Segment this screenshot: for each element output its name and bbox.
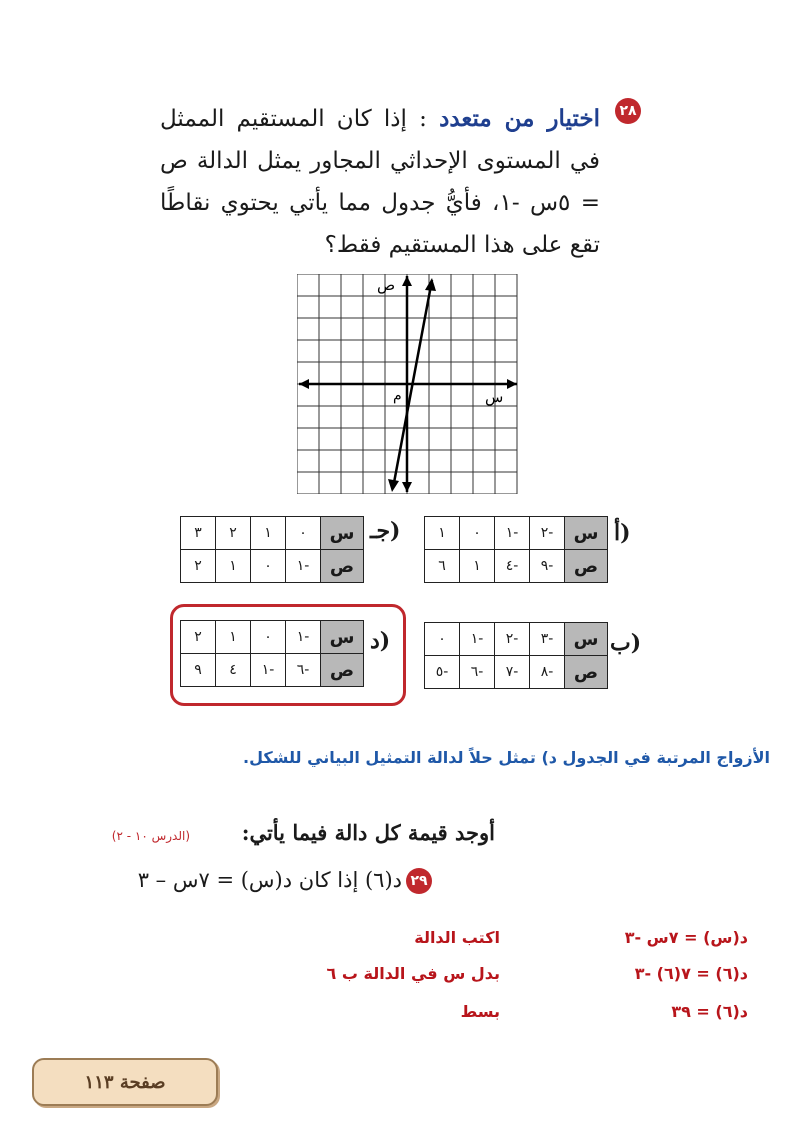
x-axis-arrow-left (299, 379, 309, 389)
x-axis-arrow-right (507, 379, 517, 389)
question-28-body: إذا كان المستقيم الممثل في المستوى الإحداثي المجاور يمثل الدالة ص = ٥س -١، فأيُّ جدول مما يأتي يحتوي نقاطًا تقع على هذا المستقيم فقط؟ (160, 106, 600, 258)
table-cell: ٠ (251, 621, 286, 654)
table-cell: ٠ (460, 517, 495, 550)
x-axis-label: س (485, 388, 504, 406)
table-cell: -٧ (495, 656, 530, 689)
question-28-number-badge: ٢٨ (615, 98, 641, 124)
table-row (181, 621, 364, 654)
x-header-cell: س (321, 621, 364, 654)
function-line-arrow-top (425, 278, 436, 291)
lesson-reference: (الدرس ١٠ - ٢) (111, 829, 190, 843)
page-number-label: صفحة ١١٣ (32, 1058, 218, 1106)
table-cell: ٦ (425, 550, 460, 583)
option-a-table (424, 516, 608, 583)
table-cell: -٢ (530, 517, 565, 550)
table-cell: ٠ (286, 517, 321, 550)
option-b-label: ب) (610, 630, 642, 656)
table-cell: ١ (216, 550, 251, 583)
question-29-number-badge: ٢٩ (406, 868, 432, 894)
table-cell: ٣ (181, 517, 216, 550)
function-line-arrow-bottom (388, 479, 399, 492)
table-cell: -٥ (425, 656, 460, 689)
table-cell: ٢ (181, 550, 216, 583)
y-header-cell: ص (565, 656, 608, 689)
table-cell: ١ (425, 517, 460, 550)
table-row (425, 623, 608, 656)
table-cell: -١ (286, 621, 321, 654)
option-c-table (180, 516, 364, 583)
table-row (181, 517, 364, 550)
table-cell: -٤ (495, 550, 530, 583)
question-29-text: د(٦) إذا كان د(س) = ٧س – ٣ (137, 868, 402, 892)
question-28-colon: : (419, 106, 427, 132)
x-header-cell: س (565, 517, 608, 550)
option-b-table (424, 622, 608, 689)
option-d-label: د) (370, 628, 391, 654)
table-cell: ٩ (181, 654, 216, 687)
y-header-cell: ص (321, 654, 364, 687)
y-axis-label: ص (377, 276, 396, 294)
x-header-cell: س (321, 517, 364, 550)
table-row (425, 656, 608, 689)
table-cell: -٢ (495, 623, 530, 656)
step-3-note: بسط (460, 1002, 500, 1021)
answer-explanation: الأزواج المرتبة في الجدول د) تمثل حلاً لدالة التمثيل البياني للشكل. (243, 748, 770, 767)
table-cell: -٨ (530, 656, 565, 689)
question-28-heading: اختيار من متعدد (439, 105, 600, 132)
table-cell: -١ (495, 517, 530, 550)
table-row (181, 654, 364, 687)
table-cell: -٦ (286, 654, 321, 687)
option-d-table (180, 620, 364, 687)
section-heading: أوجد قيمة كل دالة فيما يأتي: (241, 820, 495, 845)
table-cell: ١ (216, 621, 251, 654)
table-cell: ٤ (216, 654, 251, 687)
y-axis-arrow-down (402, 482, 412, 492)
origin-label: م (393, 388, 402, 404)
y-header-cell: ص (321, 550, 364, 583)
table-cell: -٦ (460, 656, 495, 689)
coordinate-graph (297, 274, 519, 494)
table-row (181, 550, 364, 583)
table-cell: ٢ (181, 621, 216, 654)
table-cell: ١ (251, 517, 286, 550)
table-row (425, 517, 608, 550)
table-cell: ٠ (425, 623, 460, 656)
step-1-note: اكتب الدالة (414, 928, 500, 947)
table-cell: -٣ (530, 623, 565, 656)
table-cell: ١ (460, 550, 495, 583)
step-1-equation: د(س) = ٧س -٣ (624, 928, 748, 947)
option-c-label: جـ) (370, 518, 401, 544)
step-2-note: بدل س في الدالة ب ٦ (326, 964, 500, 983)
table-cell: -١ (460, 623, 495, 656)
y-axis-arrow-up (402, 276, 412, 286)
x-header-cell: س (565, 623, 608, 656)
table-row (425, 550, 608, 583)
table-cell: -٩ (530, 550, 565, 583)
question-28-text (160, 98, 600, 266)
table-cell: -١ (251, 654, 286, 687)
step-3-equation: د(٦) = ٣٩ (671, 1002, 748, 1021)
table-cell: ٠ (251, 550, 286, 583)
option-a-label: أ) (614, 520, 631, 546)
step-2-equation: د(٦) = ٧(٦) -٣ (634, 964, 748, 983)
y-header-cell: ص (565, 550, 608, 583)
table-cell: -١ (286, 550, 321, 583)
table-cell: ٢ (216, 517, 251, 550)
